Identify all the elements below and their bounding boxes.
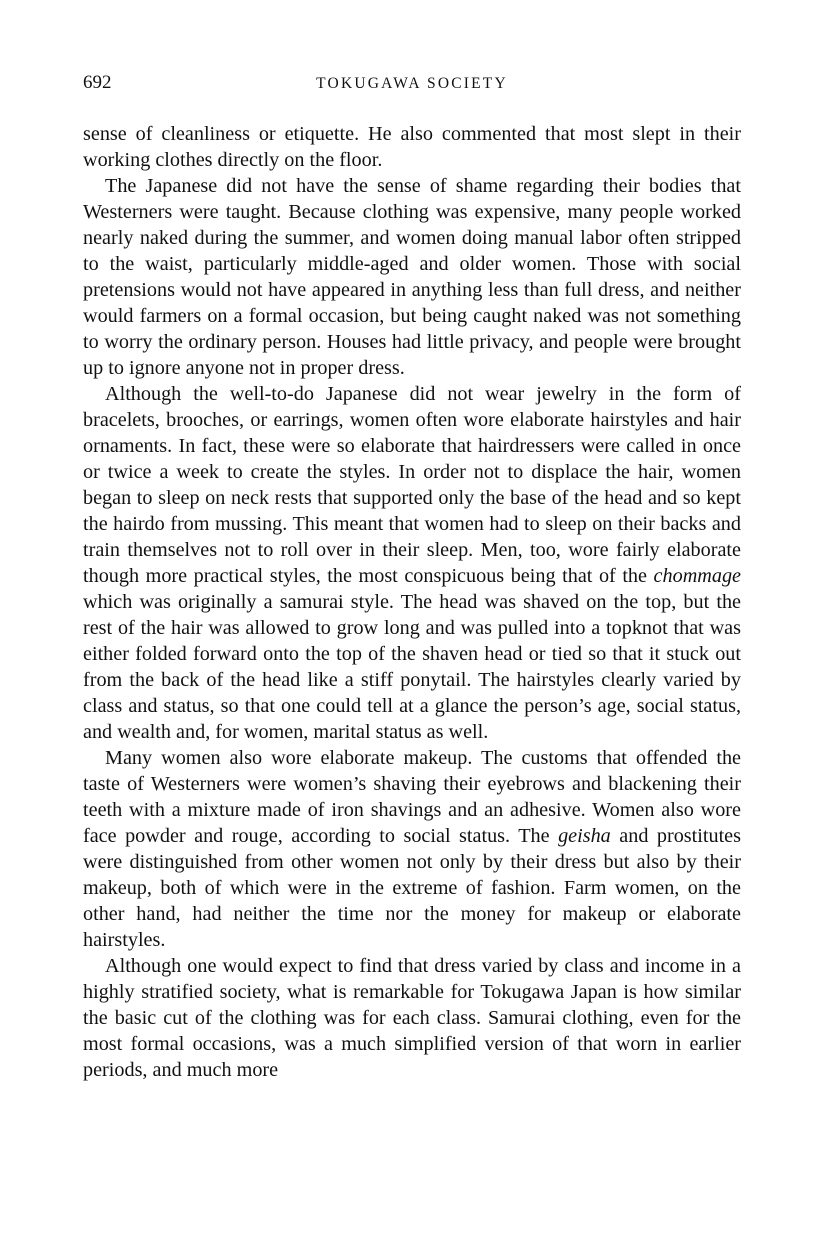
italic-term: geisha — [558, 825, 611, 847]
paragraph-text: The Japanese did not have the sense of shame regarding their bodies that Westerners were taught. Because clothing was expensive, many people worked nearly naked during the summer, and women doing manual labor often stripped to the waist, particularly middle-aged and older women. Those with social pretensions would not have appeared in anything less than full dress, and neither would farmers on a formal occasion, but being caught naked was not something to worry the ordinary person. Houses had little privacy, and people were brought up to ignore anyone not in proper dress. — [83, 175, 741, 379]
italic-term: chommage — [653, 565, 741, 587]
paragraph-text: which was originally a samurai style. The head was shaved on the top, but the rest of the hair was allowed to grow long and was pulled into a topknot that was either folded forward onto the top of the shaven head or tied so that it stuck out from the back of the head like a stiff ponytail. The hairstyles clearly varied by class and status, so that one could tell at a glance the person’s age, social status, and wealth and, for women, marital status as well. — [83, 591, 741, 743]
paragraph — [83, 381, 741, 745]
body-text — [83, 121, 741, 1083]
book-page — [83, 70, 741, 1083]
paragraph — [83, 173, 741, 381]
paragraph-text: and prostitutes were distinguished from other women not only by their dress but also by their makeup, both of which were in the extreme of fashion. Farm women, on the other hand, had neither the time nor the money for makeup or elaborate hairstyles. — [83, 825, 742, 951]
paragraph-text: sense of cleanliness or etiquette. He also commented that most slept in their working clothes directly on the floor. — [83, 123, 741, 171]
paragraph — [83, 745, 741, 953]
running-head — [83, 70, 741, 100]
page-number: 692 — [83, 72, 112, 93]
paragraph-text: Although the well-to-do Japanese did not wear jewelry in the form of bracelets, brooches, or earrings, women often wore elaborate hairstyles and hair ornaments. In fact, these were so elaborate that hairdressers were called in once or twice a week to create the styles. In order not to displace the hair, women began to sleep on neck rests that supported only the base of the head and so kept the hairdo from mussing. This meant that women had to sleep on their backs and train themselves not to roll over in their sleep. Men, too, wore fairly elaborate though more practical styles, the most conspicuous being that of the — [83, 383, 741, 587]
paragraph-text: Many women also wore elaborate makeup. The customs that offended the taste of Westerners were women’s shaving their eyebrows and blackening their teeth with a mixture made of iron shavings and an adhesive. Women also wore face powder and rouge, according to social status. The — [83, 747, 741, 847]
paragraph — [83, 953, 741, 1083]
running-title: TOKUGAWA SOCIETY — [316, 75, 508, 92]
paragraph-text: Although one would expect to find that dress varied by class and income in a highly stratified society, what is remarkable for Tokugawa Japan is how similar the basic cut of the clothing was for each class. Samurai clothing, even for the most formal occasions, was a much simplified version of that worn in earlier periods, and much more — [83, 955, 741, 1081]
paragraph — [83, 121, 741, 173]
